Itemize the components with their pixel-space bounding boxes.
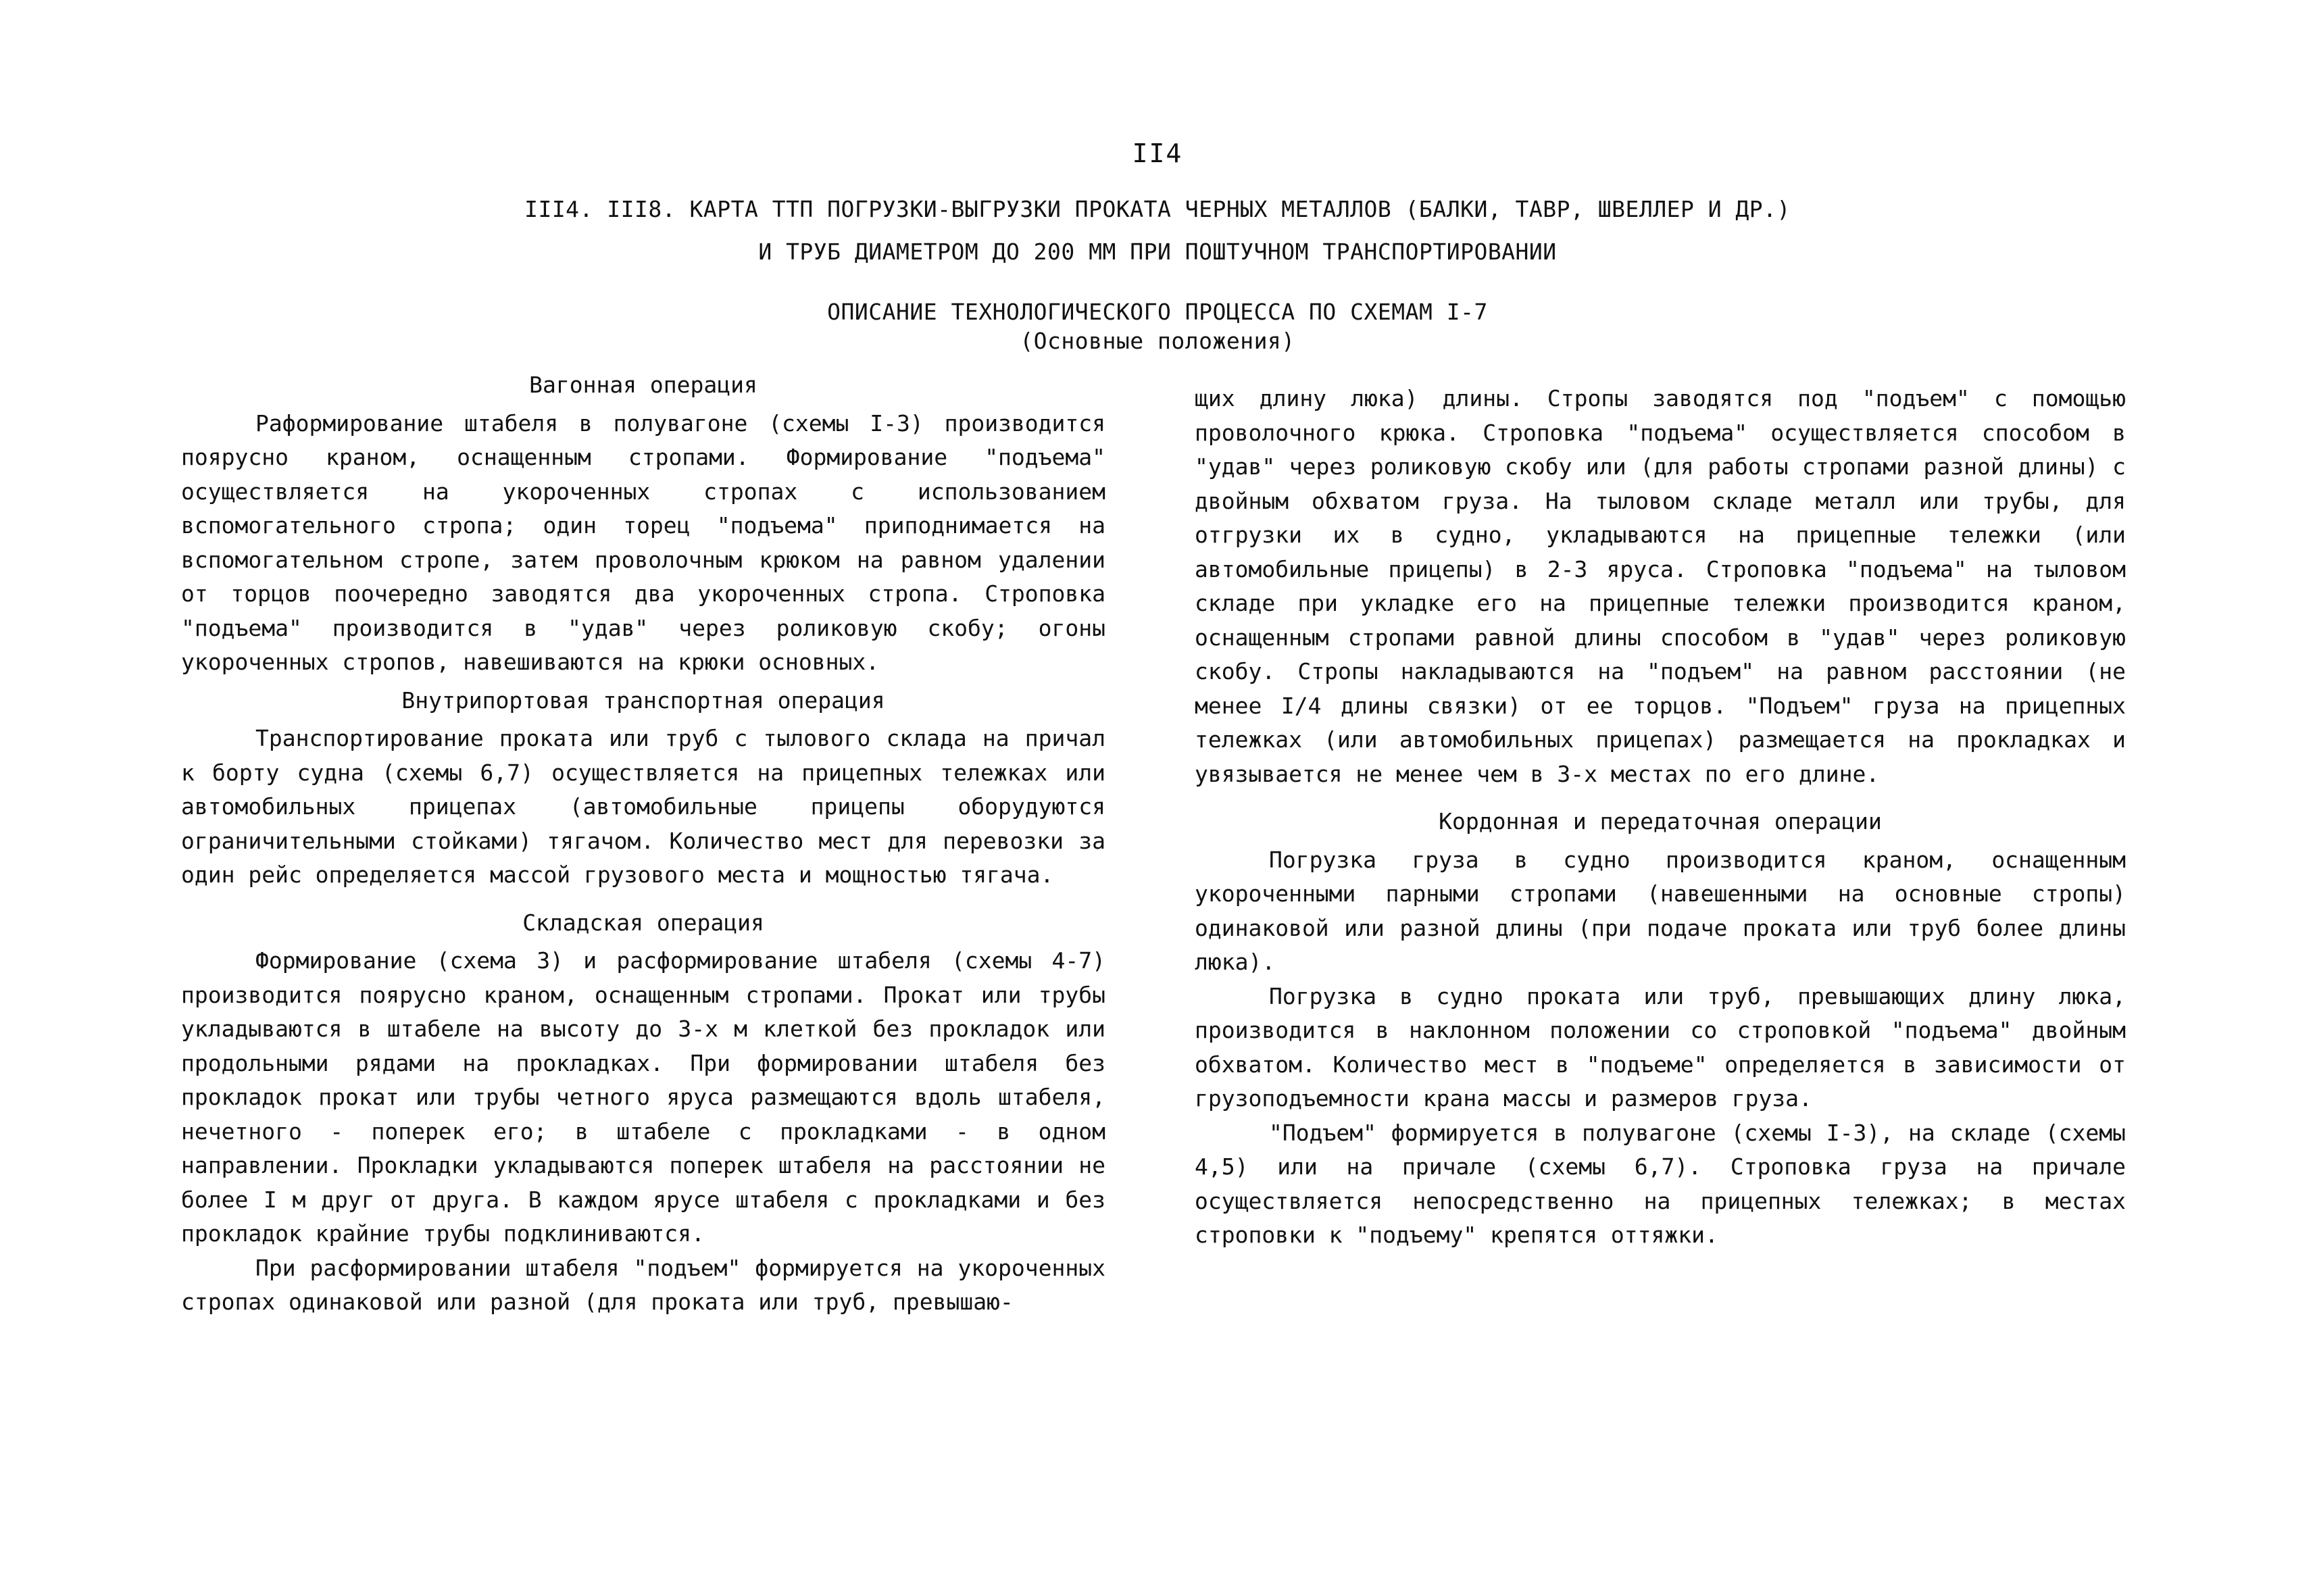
left-column	[181, 368, 1105, 1320]
transport-operation-text: Транспортирование проката или труб с тылового склада на причал к борту судна (схемы 6,7) осуществляется на прицепных тележках или автомобильных прицепах (автомобильные прицепы оборудуются ограничительными стойками) тягачом. Количество мест для перевозки за один рейс определяется массой грузового места и мощностью тягача.	[181, 725, 1105, 888]
cordon-operation-text-1: Погрузка груза в судно производится краном, оснащенным укороченными парными стропами (навешенными на основные стропы) одинаковой или разной длины (при подаче проката или труб более длины люка).	[1195, 846, 2126, 975]
warehouse-operation-text-2: При расформировании штабеля "подъем" формируется на укороченных стропах одинаковой или разной (для проката или труб, превышаю-	[181, 1254, 1105, 1315]
cordon-operation-text-2: Погрузка в судно проката или труб, превышающих длину люка, производится в наклонном положении со строповкой "подъема" двойным обхватом. Количество мест в "подъеме" определяется в зависимости от грузоподъемности крана массы и размеров груза.	[1195, 982, 2126, 1112]
page-number: II4	[1132, 139, 1183, 168]
section-subtitle: (Основные положения)	[1020, 328, 1295, 354]
wagon-operation-heading: Вагонная операция	[529, 372, 757, 398]
right-column	[1195, 382, 2126, 1253]
warehouse-operation-heading: Складская операция	[522, 909, 764, 936]
cordon-operation-heading: Кордонная и передаточная операции	[1439, 808, 1882, 834]
section-title: ОПИСАНИЕ ТЕХНОЛОГИЧЕСКОГО ПРОЦЕССА ПО СХЕМАМ I-7	[827, 299, 1488, 325]
document-title-line1: III4. III8. КАРТА ТТП ПОГРУЗКИ-ВЫГРУЗКИ ПРОКАТА ЧЕРНЫХ МЕТАЛЛОВ (БАЛКИ, ТАВР, ШВЕЛЛЕР И ДР.)	[524, 196, 1791, 222]
transport-operation-heading: Внутрипортовая транспортная операция	[401, 687, 885, 714]
continuation-text: щих длину люка) длины. Стропы заводятся под "подъем" с помощью проволочного крюка. Строповка "подъема" осуществляется способом в "удав" через роликовую скобу или (для работы стропами разной длины) с двойным обхватом груза. На тыловом складе металл или трубы, для отгрузки их в судно, укладываются на прицепные тележки (или автомобильные прицепы) в 2-3 яруса. Строповка "подъема" на тыловом складе при укладке его на прицепные тележки производится краном, оснащенным стропами равной длины способом в "удав" через роликовую скобу. Стропы накладываются на "подъем" на равном расстоянии (не менее I/4 длины связки) от ее торцов. "Подъем" груза на прицепных тележках (или автомобильных прицепах) размещается на прокладках и увязывается не менее чем в 3-х местах по его длине.	[1195, 385, 2126, 787]
cordon-operation-text-3: "Подъем" формируется в полувагоне (схемы I-3), на складе (схемы 4,5) или на причале (схемы 6,7). Строповка груза на причале осуществляется непосредственно на прицепных тележках; в местах строповки к "подъему" крепятся оттяжки.	[1195, 1119, 2126, 1248]
warehouse-operation-text-1: Формирование (схема 3) и расформирование штабеля (схемы 4-7) производится поярусно краном, оснащенным стропами. Прокат или трубы укладываются в штабеле на высоту до 3-х м клеткой без прокладок или продольными рядами на прокладках. При формировании штабеля без прокладок прокат или трубы четного яруса размещаются вдоль штабеля, нечетного - поперек его; в штабеле с прокладками - в одном направлении. Прокладки укладываются поперек штабеля на расстоянии не более I м друг от друга. В каждом ярусе штабеля с прокладками и без прокладок крайние трубы подклиниваются.	[181, 947, 1105, 1247]
document-title-line2: И ТРУБ ДИАМЕТРОМ ДО 200 ММ ПРИ ПОШТУЧНОМ ТРАНСПОРТИРОВАНИИ	[758, 239, 1557, 265]
wagon-operation-text: Раформирование штабеля в полувагоне (схемы I-3) производится поярусно краном, оснащенным стропами. Формирование "подъема" осуществляется на укороченных стропах с использованием вспомогательного стропа; один торец "подъема" приподнимается на вспомогательном стропе, затем проволочным крюком на равном удалении от торцов поочередно заводятся два укороченных стропа. Строповка "подъема" производится в "удав" через роликовую скобу; огоны укороченных стропов, навешиваются на крюки основных.	[181, 409, 1105, 675]
